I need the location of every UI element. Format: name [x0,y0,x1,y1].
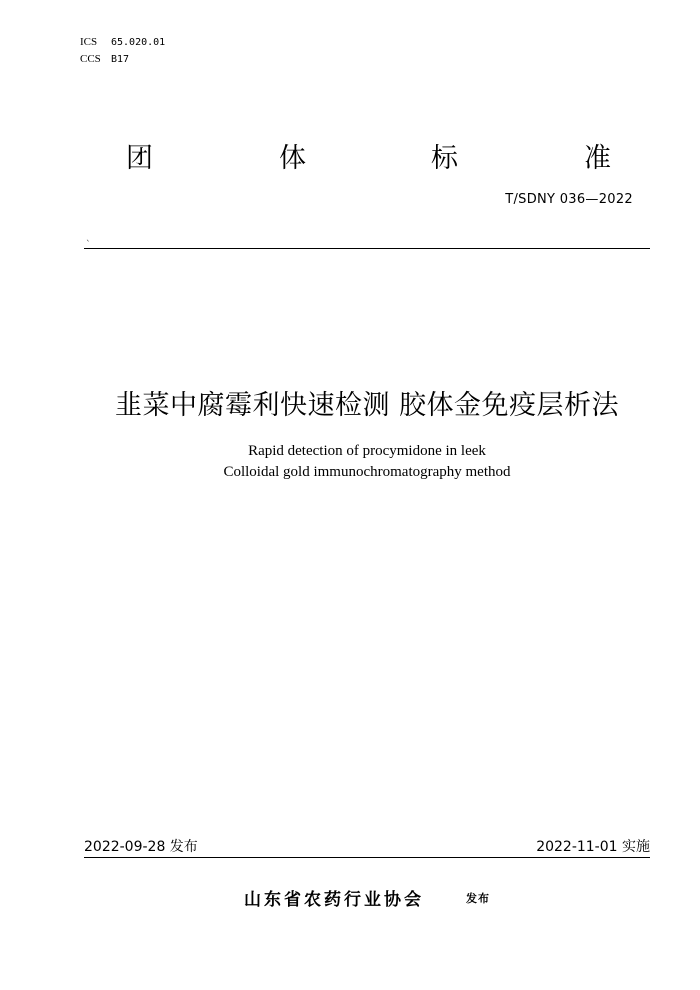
stray-mark: ` [86,240,91,250]
standard-number: T/SDNY 036—2022 [505,192,633,207]
title-chinese: 韭菜中腐霉利快速检测 胶体金免疫层析法 [114,390,620,421]
implement-date: 2022-11-01 实施 [536,839,650,855]
ics-label: ICS [80,36,98,48]
publish-date: 2022-09-28 发布 [84,839,198,855]
footer-divider [84,857,650,858]
standard-type-char-2: 体 [279,143,306,174]
ccs-label: CCS [80,53,101,65]
ccs-value: B17 [111,54,130,65]
standard-type-char-3: 标 [431,143,458,174]
title-english-line2: Colloidal gold immunochromatography method [223,464,511,480]
ics-value: 65.020.01 [111,37,166,48]
issuer-name: 山东省农药行业协会 [244,890,424,910]
standard-type-char-1: 团 [126,143,153,174]
title-english-line1: Rapid detection of procymidone in leek [248,443,486,459]
standard-type-char-4: 准 [584,143,611,174]
header-divider [84,248,650,249]
issuer-suffix: 发布 [466,892,490,905]
